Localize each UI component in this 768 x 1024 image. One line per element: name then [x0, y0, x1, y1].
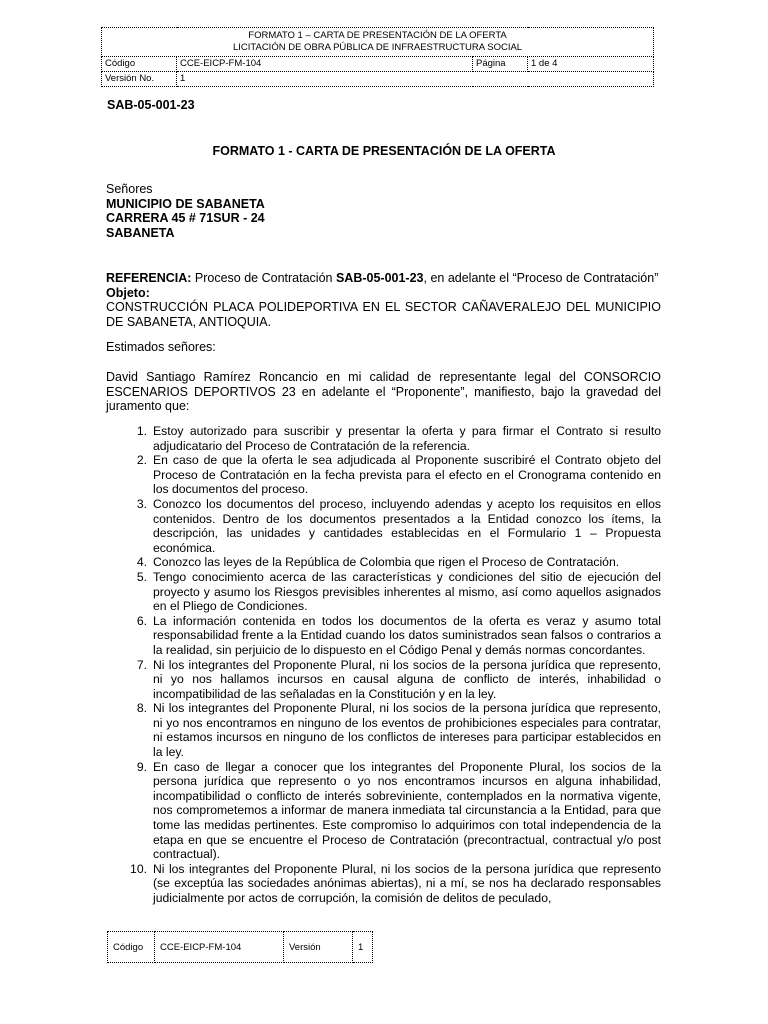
header-code-value: CCE-EICP-FM-104: [177, 57, 473, 72]
list-item-number: 8.: [136, 701, 147, 716]
list-item-text: Ni los integrantes del Proponente Plural, ni los socios de la persona jurídica que represento (se exceptúa las sociedades anónimas abiertas), ni a mí, se nos ha declarado responsables judicialmente por actos de corrupción, la comisión de delitos de peculado,: [153, 861, 661, 905]
list-item: [136, 453, 661, 497]
footer-version-label: Versión: [284, 932, 353, 963]
list-item: [136, 569, 661, 614]
header-version-value: 1: [177, 72, 654, 87]
reference-line: [106, 271, 661, 286]
object-text: CONSTRUCCIÓN PLACA POLIDEPORTIVA EN EL SECTOR CAÑAVERALEJO DEL MUNICIPIO DE SABANETA, ANTIOQUIA.: [106, 300, 661, 329]
header-version-label: Versión No.: [102, 72, 177, 87]
list-item: [130, 861, 661, 906]
list-item-number: 7.: [136, 657, 147, 672]
reference-process-code: SAB-05-001-23: [335, 271, 424, 285]
list-item-text: Tengo conocimiento acerca de las características y condiciones del sitio de ejecución del proyecto y asumo los Riesgos previsibles inherentes al mismo, así como aquellos asignados en el Pliego de Condiciones.: [153, 569, 661, 614]
list-item-text: Estoy autorizado para suscribir y presentar la oferta y para firmar el Contrato si resulto adjudicatario del Proceso de Contratación de la referencia.: [153, 424, 661, 453]
intro-paragraph: David Santiago Ramírez Roncancio en mi calidad de representante legal del CONSORCIO ESCENARIOS DEPORTIVOS 23 en adelante el “Proponente”, manifiesto, bajo la gravedad del juramento que:: [106, 370, 661, 414]
list-item-number: 2.: [136, 453, 147, 468]
header-table: [101, 27, 654, 87]
footer-table: [107, 931, 373, 963]
footer-code-label: Código: [108, 932, 155, 963]
list-item-text: Ni los integrantes del Proponente Plural, ni los socios de la persona jurídica que represento, ni yo nos encontramos en ninguno de los eventos de prohibiciones especiales para contratar, ni estamos incursos en ninguno de los conflictos de intereses para participar establecidos en la ley.: [153, 701, 661, 760]
list-item: [136, 613, 661, 658]
doc-code: SAB-05-001-23: [107, 98, 195, 112]
declarations-list: [130, 424, 661, 906]
header-code-label: Código: [102, 57, 177, 72]
reference-label: REFERENCIA:: [106, 271, 192, 285]
list-item-text: Ni los integrantes del Proponente Plural, ni los socios de la persona jurídica que represento, ni yo nos hallamos incursos en causal alguna de conflicto de interés, inhabilidad o incompatibilidad de las señaladas en la Constitución y en la ley.: [153, 657, 661, 701]
list-item-text: La información contenida en todos los documentos de la oferta es veraz y asumo total responsabilidad frente a la Entidad cuando los datos suministrados sean falsos o contrarios a la realidad, sin perjuicio de lo dispuesto en el Código Penal y demás normas concordantes.: [153, 613, 661, 657]
list-item: [136, 424, 661, 453]
reference-block: [106, 271, 661, 329]
recipient-name: MUNICIPIO DE SABANETA: [106, 196, 265, 211]
list-item-number: 1.: [136, 424, 147, 438]
greeting: Estimados señores:: [106, 340, 216, 354]
list-item-text: En caso de llegar a conocer que los integrantes del Proponente Plural, los socios de la persona jurídica que represento o yo nos encontramos incursos en alguna inhabilidad, incompatibilidad o conflicto de interés sobreviniente, contemplados en la normativa vigente, nos comprometemos a informar de manera inmediata tal circunstancia a la Entidad, para que tome las medidas pertinentes. Este compromiso lo adquirimos con total independencia de la etapa en que se encuentre el Proceso de Contratación (precontractual, contractual y/o post contractual).: [153, 759, 661, 862]
list-item: [136, 555, 661, 570]
list-item: [136, 701, 661, 760]
list-item-text: En caso de que la oferta le sea adjudicada al Proponente suscribiré el Contrato objeto del Proceso de Contratación en la fecha prevista para el efecto en el Cronograma contenido en los documentos del proceso.: [153, 453, 661, 497]
recipient-city: SABANETA: [106, 225, 175, 240]
list-item-number: 3.: [136, 496, 147, 511]
list-item-number: 4.: [136, 555, 147, 570]
list-item-number: 10.: [130, 861, 147, 876]
list-item-number: 9.: [136, 759, 147, 774]
recipient-address: CARRERA 45 # 71SUR - 24: [106, 211, 265, 226]
reference-text-before: Proceso de Contratación: [191, 271, 336, 285]
list-item-text: Conozco los documentos del proceso, incluyendo adendas y acepto los requisitos en ellos contenidos. Dentro de los documentos presentados a la Entidad conozco los ítems, la descripción, las unidades y cantidades establecidas en el Formulario 1 – Propuesta económica.: [153, 496, 661, 555]
doc-title: FORMATO 1 - CARTA DE PRESENTACIÓN DE LA OFERTA: [212, 144, 556, 158]
header-page-value: 1 de 4: [528, 57, 654, 72]
reference-text-after: , en adelante el “Proceso de Contratación”: [423, 271, 659, 285]
header-title: [102, 28, 654, 57]
list-item-number: 5.: [136, 569, 147, 584]
list-item-text: Conozco las leyes de la República de Colombia que rigen el Proceso de Contratación.: [153, 555, 620, 570]
footer-version-value: 1: [353, 932, 373, 963]
list-item: [136, 759, 661, 862]
footer-code-value: CCE-EICP-FM-104: [155, 932, 284, 963]
recipient-salutation: Señores: [106, 182, 153, 196]
recipient-block: [106, 182, 661, 240]
list-item: [136, 496, 661, 555]
object-label: Objeto:: [106, 285, 150, 300]
header-title-line2: LICITACIÓN DE OBRA PÚBLICA DE INFRAESTRUCTURA SOCIAL: [232, 42, 523, 53]
header-title-line1: FORMATO 1 – CARTA DE PRESENTACIÓN DE LA OFERTA: [248, 30, 507, 41]
list-item: [136, 657, 661, 702]
list-item-number: 6.: [136, 613, 147, 628]
header-page-label: Página: [473, 57, 528, 72]
